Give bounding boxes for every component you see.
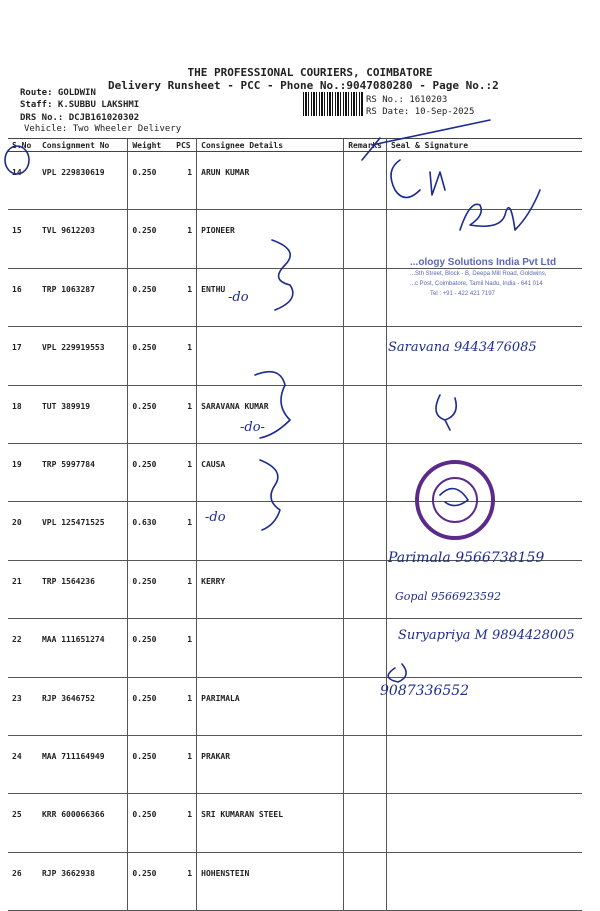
rs-number: RS No.: 1610203 — [366, 95, 448, 105]
brace-19-icon — [255, 372, 290, 438]
row-seal — [386, 794, 582, 852]
remark-stroke-icon — [362, 138, 380, 160]
row-pcs: 1 — [172, 210, 196, 268]
row-weight: 0.250 — [128, 794, 172, 852]
col-details: Consignee Details — [197, 139, 344, 152]
row-consignee: ARUN KUMAR — [197, 152, 344, 210]
row-remarks — [344, 794, 387, 852]
row-consignee: SARAVANA KUMAR — [197, 385, 344, 443]
table-row — [8, 794, 582, 852]
row-sno: 14 — [8, 152, 38, 210]
row-consignment: TVL 9612203 — [38, 210, 128, 268]
signature-14-icon — [391, 160, 445, 198]
row-weight: 0.630 — [128, 502, 172, 560]
row-sno: 17 — [8, 327, 38, 385]
col-remarks: Remarks — [344, 139, 387, 152]
row-consignee: ENTHU — [197, 268, 344, 326]
row-sno: 15 — [8, 210, 38, 268]
drs-label: DRS No.: DCJB161020302 — [20, 113, 140, 123]
row-consignee: PIONEER — [197, 210, 344, 268]
row-weight: 0.250 — [128, 385, 172, 443]
row-weight: 0.250 — [128, 852, 172, 910]
row-consignment: TRP 5997784 — [38, 443, 128, 501]
company-seal-icon — [417, 462, 493, 538]
stamp-company: ...ology Solutions India Pvt Ltd — [410, 257, 557, 268]
row-weight: 0.250 — [128, 210, 172, 268]
brace-21-icon — [260, 460, 280, 530]
ditto-mark-17: -do — [228, 290, 249, 305]
row-consignment: MAA 711164949 — [38, 735, 128, 793]
row-sno: 26 — [8, 852, 38, 910]
col-weight: Weight — [128, 139, 172, 152]
table-row — [8, 852, 582, 910]
row-consignment: RJP 3646752 — [38, 677, 128, 735]
row-pcs: 1 — [172, 852, 196, 910]
col-sno: S.No — [8, 139, 38, 152]
row-pcs: 1 — [172, 327, 196, 385]
row-consignment: TRP 1564236 — [38, 560, 128, 618]
stamp-line2: ...c Post, Coimbatore, Tamil Nadu, India - 641 014 — [410, 281, 543, 287]
row-pcs: 1 — [172, 385, 196, 443]
row-sno: 19 — [8, 443, 38, 501]
signature-23: Parimala 9566738159 — [388, 550, 545, 566]
row-pcs: 1 — [172, 268, 196, 326]
col-pcs: PCS — [172, 139, 196, 152]
row-weight: 0.250 — [128, 152, 172, 210]
row-weight: 0.250 — [128, 619, 172, 677]
row-pcs: 1 — [172, 152, 196, 210]
row-weight: 0.250 — [128, 735, 172, 793]
row-consignee: HOHENSTEIN — [197, 852, 344, 910]
row-seal — [386, 852, 582, 910]
row-consignee: KERRY — [197, 560, 344, 618]
col-consignment: Consignment No — [38, 139, 128, 152]
row-consignment: TUT 389919 — [38, 385, 128, 443]
signature-19-icon — [436, 395, 456, 430]
ditto-mark-20: -do- — [240, 420, 265, 435]
signature-24: Gopal 9566923592 — [395, 590, 502, 603]
row-weight: 0.250 — [128, 327, 172, 385]
signature-25: Suryapriya M 9894428005 — [398, 628, 575, 643]
brace-16-icon — [272, 240, 293, 310]
row-sno: 21 — [8, 560, 38, 618]
row-pcs: 1 — [172, 794, 196, 852]
stamp-line1: ...Sth Street, Block - B, Deepa Mill Road, Goldwins, — [410, 271, 547, 277]
company-title: THE PROFESSIONAL COURIERS, COIMBATORE — [187, 66, 433, 79]
row-pcs: 1 — [172, 677, 196, 735]
row-consignment: RJP 3662938 — [38, 852, 128, 910]
signature-line-icon — [372, 120, 490, 145]
route-label: Route: GOLDWIN — [20, 88, 96, 98]
row-weight: 0.250 — [128, 443, 172, 501]
row-sno: 23 — [8, 677, 38, 735]
signature-15-icon — [460, 190, 540, 230]
row-pcs: 1 — [172, 619, 196, 677]
row-pcs: 1 — [172, 502, 196, 560]
row-remarks — [344, 852, 387, 910]
stamp-line3: Tel : +91 - 422 421 7197 — [430, 291, 495, 297]
row-weight: 0.250 — [128, 677, 172, 735]
row-pcs: 1 — [172, 560, 196, 618]
rs-date: RS Date: 10-Sep-2025 — [366, 107, 475, 117]
row-consignment: MAA 111651274 — [38, 619, 128, 677]
row-consignee: PRAKAR — [197, 735, 344, 793]
seal-signature-icon — [440, 489, 468, 506]
row-consignment: VPL 125471525 — [38, 502, 128, 560]
row-consignee: CAUSA — [197, 443, 344, 501]
company-seal-inner-icon — [433, 478, 477, 522]
row-pcs: 1 — [172, 735, 196, 793]
row-consignment: KRR 600066366 — [38, 794, 128, 852]
row-sno: 16 — [8, 268, 38, 326]
runsheet-title: Delivery Runsheet - PCC - Phone No.:9047080280 - Page No.:2 — [108, 79, 499, 92]
col-seal: Seal & Signature — [386, 139, 582, 152]
row-consignment: TRP 1063287 — [38, 268, 128, 326]
row-pcs: 1 — [172, 443, 196, 501]
row-sno: 22 — [8, 619, 38, 677]
signature-26-icon — [388, 664, 406, 682]
staff-label: Staff: K.SUBBU LAKSHMI — [20, 100, 140, 110]
row-weight: 0.250 — [128, 268, 172, 326]
row-sno: 24 — [8, 735, 38, 793]
row-sno: 25 — [8, 794, 38, 852]
vehicle-label: Vehicle: Two Wheeler Delivery — [24, 124, 182, 134]
row-weight: 0.250 — [128, 560, 172, 618]
row-consignment: VPL 229919553 — [38, 327, 128, 385]
signature-26: 9087336552 — [380, 683, 470, 699]
row-consignee: SRI KUMARAN STEEL — [197, 794, 344, 852]
row-consignment: VPL 229830619 — [38, 152, 128, 210]
signature-18: Saravana 9443476085 — [388, 340, 537, 355]
ditto-mark-22: -do — [205, 510, 226, 525]
circle-mark-icon — [5, 146, 29, 174]
row-sno: 18 — [8, 385, 38, 443]
row-consignee: PARIMALA — [197, 677, 344, 735]
row-sno: 20 — [8, 502, 38, 560]
